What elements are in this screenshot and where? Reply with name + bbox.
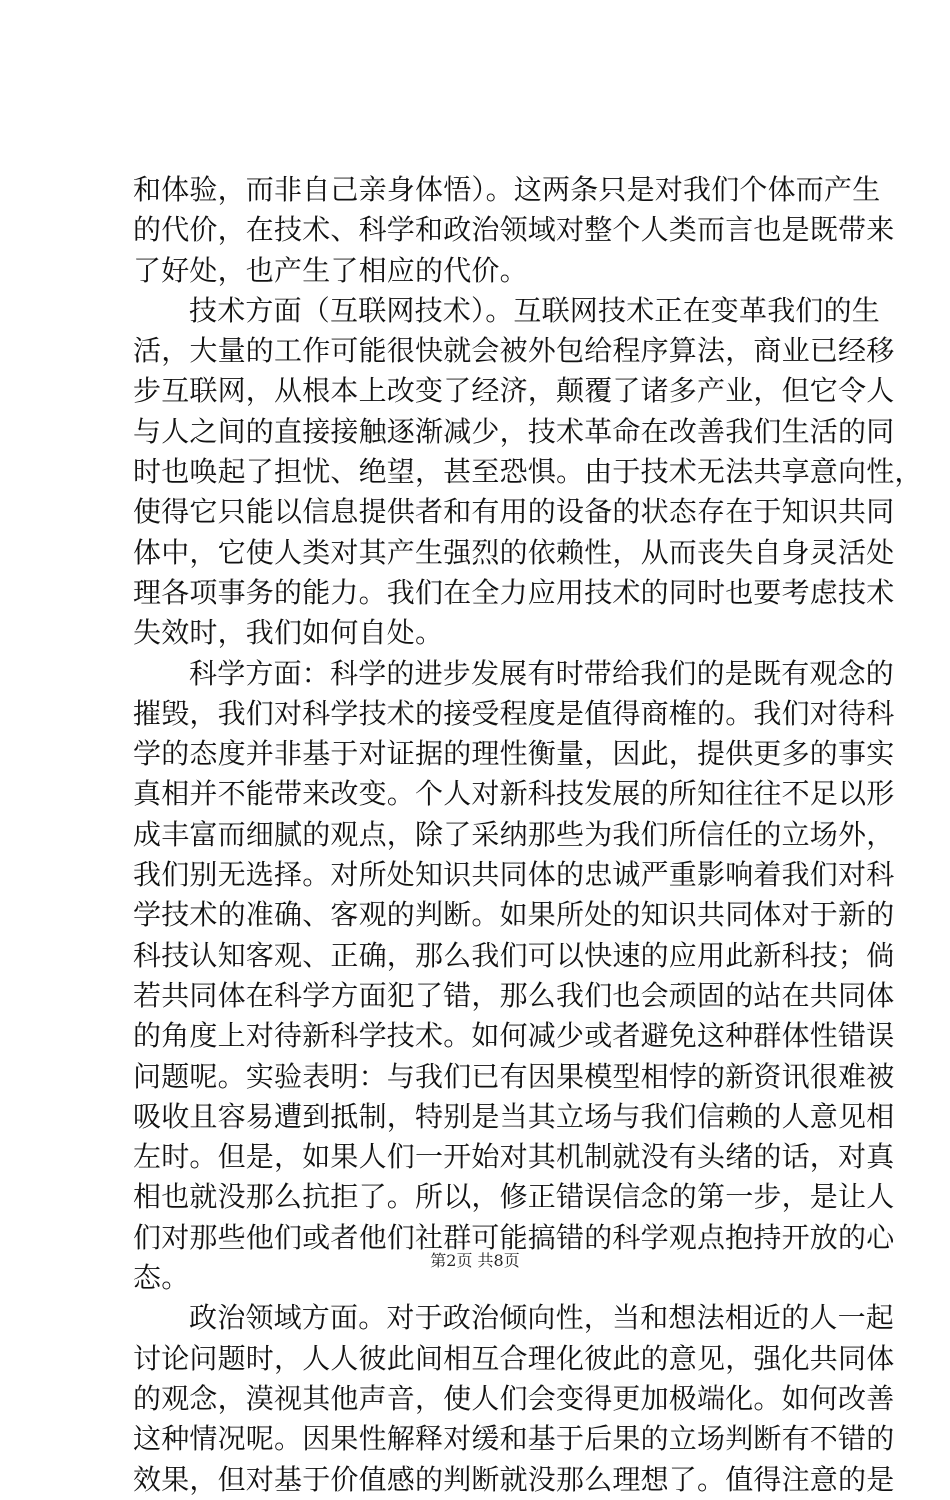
text-line: 了好处，也产生了相应的代价。 — [133, 253, 528, 287]
text-line: 活，大量的工作可能很快就会被外包给程序算法，商业已经移 — [133, 334, 895, 368]
text-line: 成丰富而细腻的观点，除了采纳那些为我们所信任的立场外， — [133, 817, 895, 851]
text-line: 问题呢。实验表明：与我们已有因果模型相悖的新资讯很难被 — [133, 1059, 895, 1093]
text-line: 体中，它使人类对其产生强烈的依赖性，从而丧失自身灵活处 — [133, 535, 895, 569]
text-line: 左时。但是，如果人们一开始对其机制就没有头绪的话，对真 — [133, 1140, 895, 1174]
text-line: 这种情况呢。因果性解释对缓和基于后果的立场判断有不错的 — [133, 1422, 895, 1456]
text-line: 科技认知客观、正确，那么我们可以快速的应用此新科技；倘 — [133, 938, 895, 972]
text-line: 使得它只能以信息提供者和有用的设备的状态存在于知识共同 — [133, 495, 895, 529]
text-line: 步互联网，从根本上改变了经济，颠覆了诸多产业，但它令人 — [133, 374, 895, 408]
text-line: 若共同体在科学方面犯了错，那么我们也会顽固的站在共同体 — [133, 978, 895, 1012]
body-text — [133, 170, 923, 1500]
text-line: 的观念，漠视其他声音，使人们会变得更加极端化。如何改善 — [133, 1381, 895, 1415]
text-line: 真相并不能带来改变。个人对新科技发展的所知往往不足以形 — [133, 777, 895, 811]
text-line: 我们别无选择。对所处知识共同体的忠诚严重影响着我们对科 — [133, 858, 895, 892]
text-line: 吸收且容易遭到抵制，特别是当其立场与我们信赖的人意见相 — [133, 1099, 895, 1133]
text-line: 的角度上对待新科学技术。如何减少或者避免这种群体性错误 — [133, 1019, 895, 1053]
paragraph-start-line: 科学方面：科学的进步发展有时带给我们的是既有观念的 — [189, 656, 895, 690]
text-line: 学的态度并非基于对证据的理性衡量，因此，提供更多的事实 — [133, 737, 895, 771]
paragraph-start-line: 技术方面（互联网技术）。互联网技术正在变革我们的生 — [189, 293, 881, 327]
text-line: 和体验，而非自己亲身体悟）。这两条只是对我们个体而产生 — [133, 173, 881, 206]
text-line: 失效时，我们如何自处。 — [133, 616, 444, 650]
text-line: 时也唤起了担忧、绝望，甚至恐惧。由于技术无法共享意向性， — [133, 455, 923, 489]
text-line: 学技术的准确、客观的判断。如果所处的知识共同体对于新的 — [133, 898, 895, 932]
text-line: 摧毁，我们对科学技术的接受程度是值得商榷的。我们对待科 — [133, 696, 895, 730]
text-line: 理各项事务的能力。我们在全力应用技术的同时也要考虑技术 — [133, 575, 895, 609]
text-line: 们对那些他们或者他们社群可能搞错的科学观点抱持开放的心 — [133, 1220, 895, 1254]
text-line: 讨论问题时，人人彼此间相互合理化彼此的意见，强化共同体 — [133, 1341, 895, 1375]
text-line: 与人之间的直接接触逐渐减少，技术革命在改善我们生活的同 — [133, 414, 895, 448]
text-line: 的代价，在技术、科学和政治领域对整个人类而言也是既带来 — [133, 213, 895, 247]
page-number-footer: 第2页 共8页 — [430, 1251, 520, 1270]
paragraph-start-line: 政治领域方面。对于政治倾向性，当和想法相近的人一起 — [189, 1301, 895, 1335]
text-line: 相也就没那么抗拒了。所以，修正错误信念的第一步，是让人 — [133, 1180, 895, 1214]
text-line: 效果，但对基于价值感的判断就没那么理想了。值得注意的是 — [133, 1462, 895, 1496]
text-line: 态。 — [133, 1261, 190, 1295]
